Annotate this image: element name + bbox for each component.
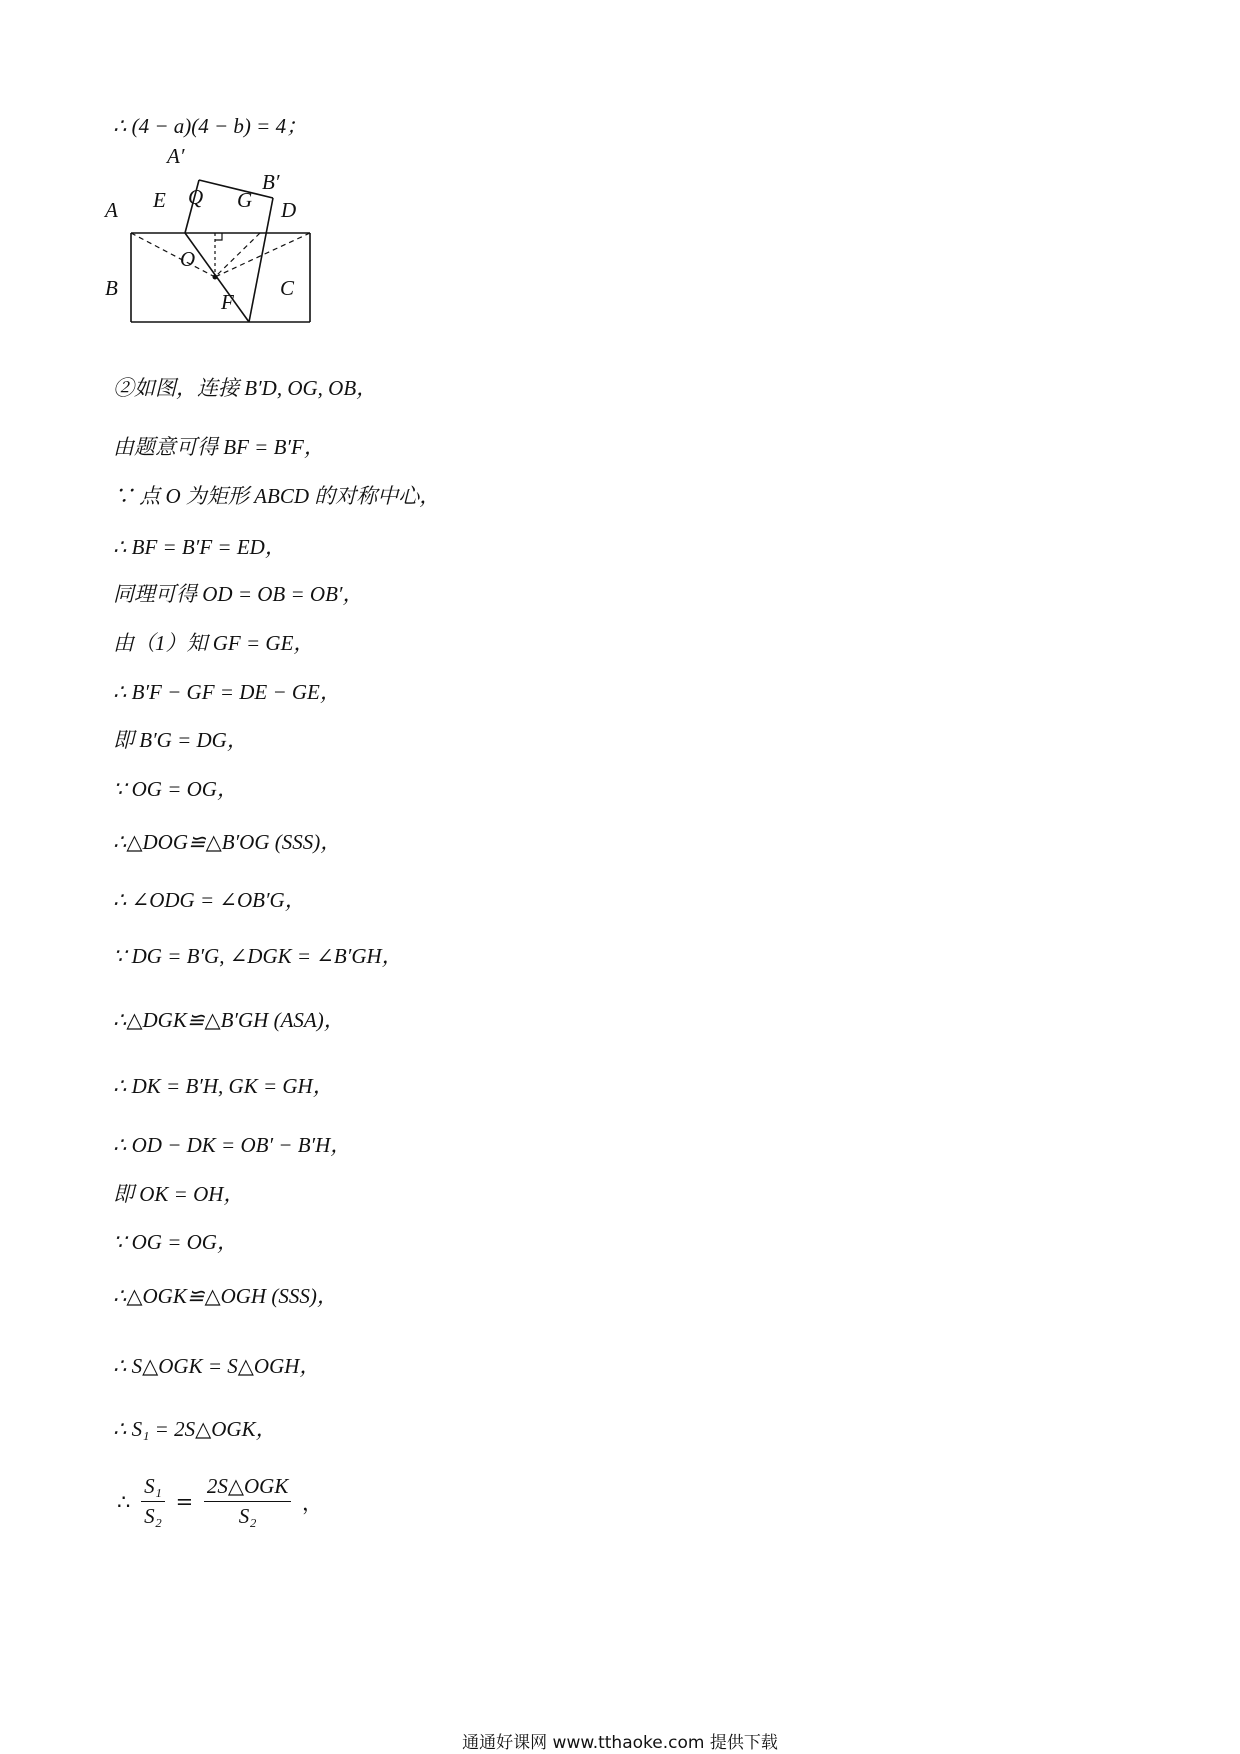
proof-line: ②如图，连接 B′D, OG, OB， <box>113 376 378 400</box>
label-B: B <box>105 276 118 300</box>
proof-line: ∴△DGK≌△B′GH (ASA)， <box>113 1008 345 1032</box>
comma: ， <box>302 1490 324 1515</box>
label-B-prime: B′ <box>262 170 280 194</box>
proof-line: ∴ S₁ = 2S△OGK， <box>113 1417 277 1441</box>
fraction-rhs <box>204 1474 292 1529</box>
dash-OA <box>131 233 215 277</box>
right-angle-mark <box>215 233 222 240</box>
final-fraction-line <box>113 1474 327 1529</box>
proof-line: ∵ 点 O 为矩形 ABCD 的对称中心， <box>113 484 441 508</box>
fraction-lhs-denominator: S₂ <box>144 1504 162 1528</box>
proof-line: 由（1）知 GF = GE， <box>113 631 315 655</box>
page-footer: 通通好课网 www.tthaoke.com 提供下载 <box>462 1733 778 1753</box>
label-G: G <box>237 188 253 212</box>
fraction-lhs-numerator: S₁ <box>141 1474 165 1502</box>
proof-line: 由题意可得 BF = B′F， <box>113 435 325 459</box>
figure-svg <box>105 144 345 350</box>
proof-line: ∴ BF = B′F = ED， <box>113 535 286 559</box>
label-A-prime: A′ <box>167 144 185 168</box>
proof-line: ∴△DOG≌△B′OG (SSS)， <box>113 830 342 854</box>
label-E: E <box>153 188 166 212</box>
fraction-rhs-denominator: S₂ <box>238 1504 257 1528</box>
label-O: O <box>180 247 196 271</box>
therefore-symbol: ∴ <box>117 1489 131 1514</box>
label-C: C <box>280 276 295 300</box>
proof-line: ∴ OD − DK = OB′ − B′H， <box>113 1133 352 1157</box>
label-Q: Q <box>188 185 204 209</box>
proof-line: ∴ S△OGK = S△OGH， <box>113 1354 321 1378</box>
label-D: D <box>281 198 297 222</box>
proof-line: 同理可得 OD = OB = OB′， <box>113 582 364 606</box>
fraction-rhs-numerator: 2S△OGK <box>204 1474 292 1502</box>
proof-line: ∴ B′F − GF = DE − GE， <box>113 680 341 704</box>
label-F: F <box>221 290 234 314</box>
point-O <box>213 275 218 280</box>
geometry-figure <box>105 144 345 350</box>
label-A: A <box>105 198 118 222</box>
proof-line: 即 B′G = DG， <box>113 728 248 752</box>
proof-line: ∴ ∠ODG = ∠OB′G， <box>113 888 306 912</box>
proof-line: ∴ (4 − a)(4 − b) = 4； <box>113 114 308 138</box>
proof-line: ∴△OGK≌△OGH (SSS)， <box>113 1284 338 1308</box>
proof-line: 即 OK = OH， <box>113 1182 245 1206</box>
equals-sign: = <box>175 1489 194 1514</box>
proof-line: ∵ OG = OG， <box>113 1230 238 1254</box>
fraction-lhs <box>141 1474 165 1529</box>
proof-line: ∴ DK = B′H, GK = GH， <box>113 1074 334 1098</box>
proof-line: ∵ OG = OG， <box>113 777 238 801</box>
proof-line: ∵ DG = B′G, ∠DGK = ∠B′GH， <box>113 944 403 968</box>
